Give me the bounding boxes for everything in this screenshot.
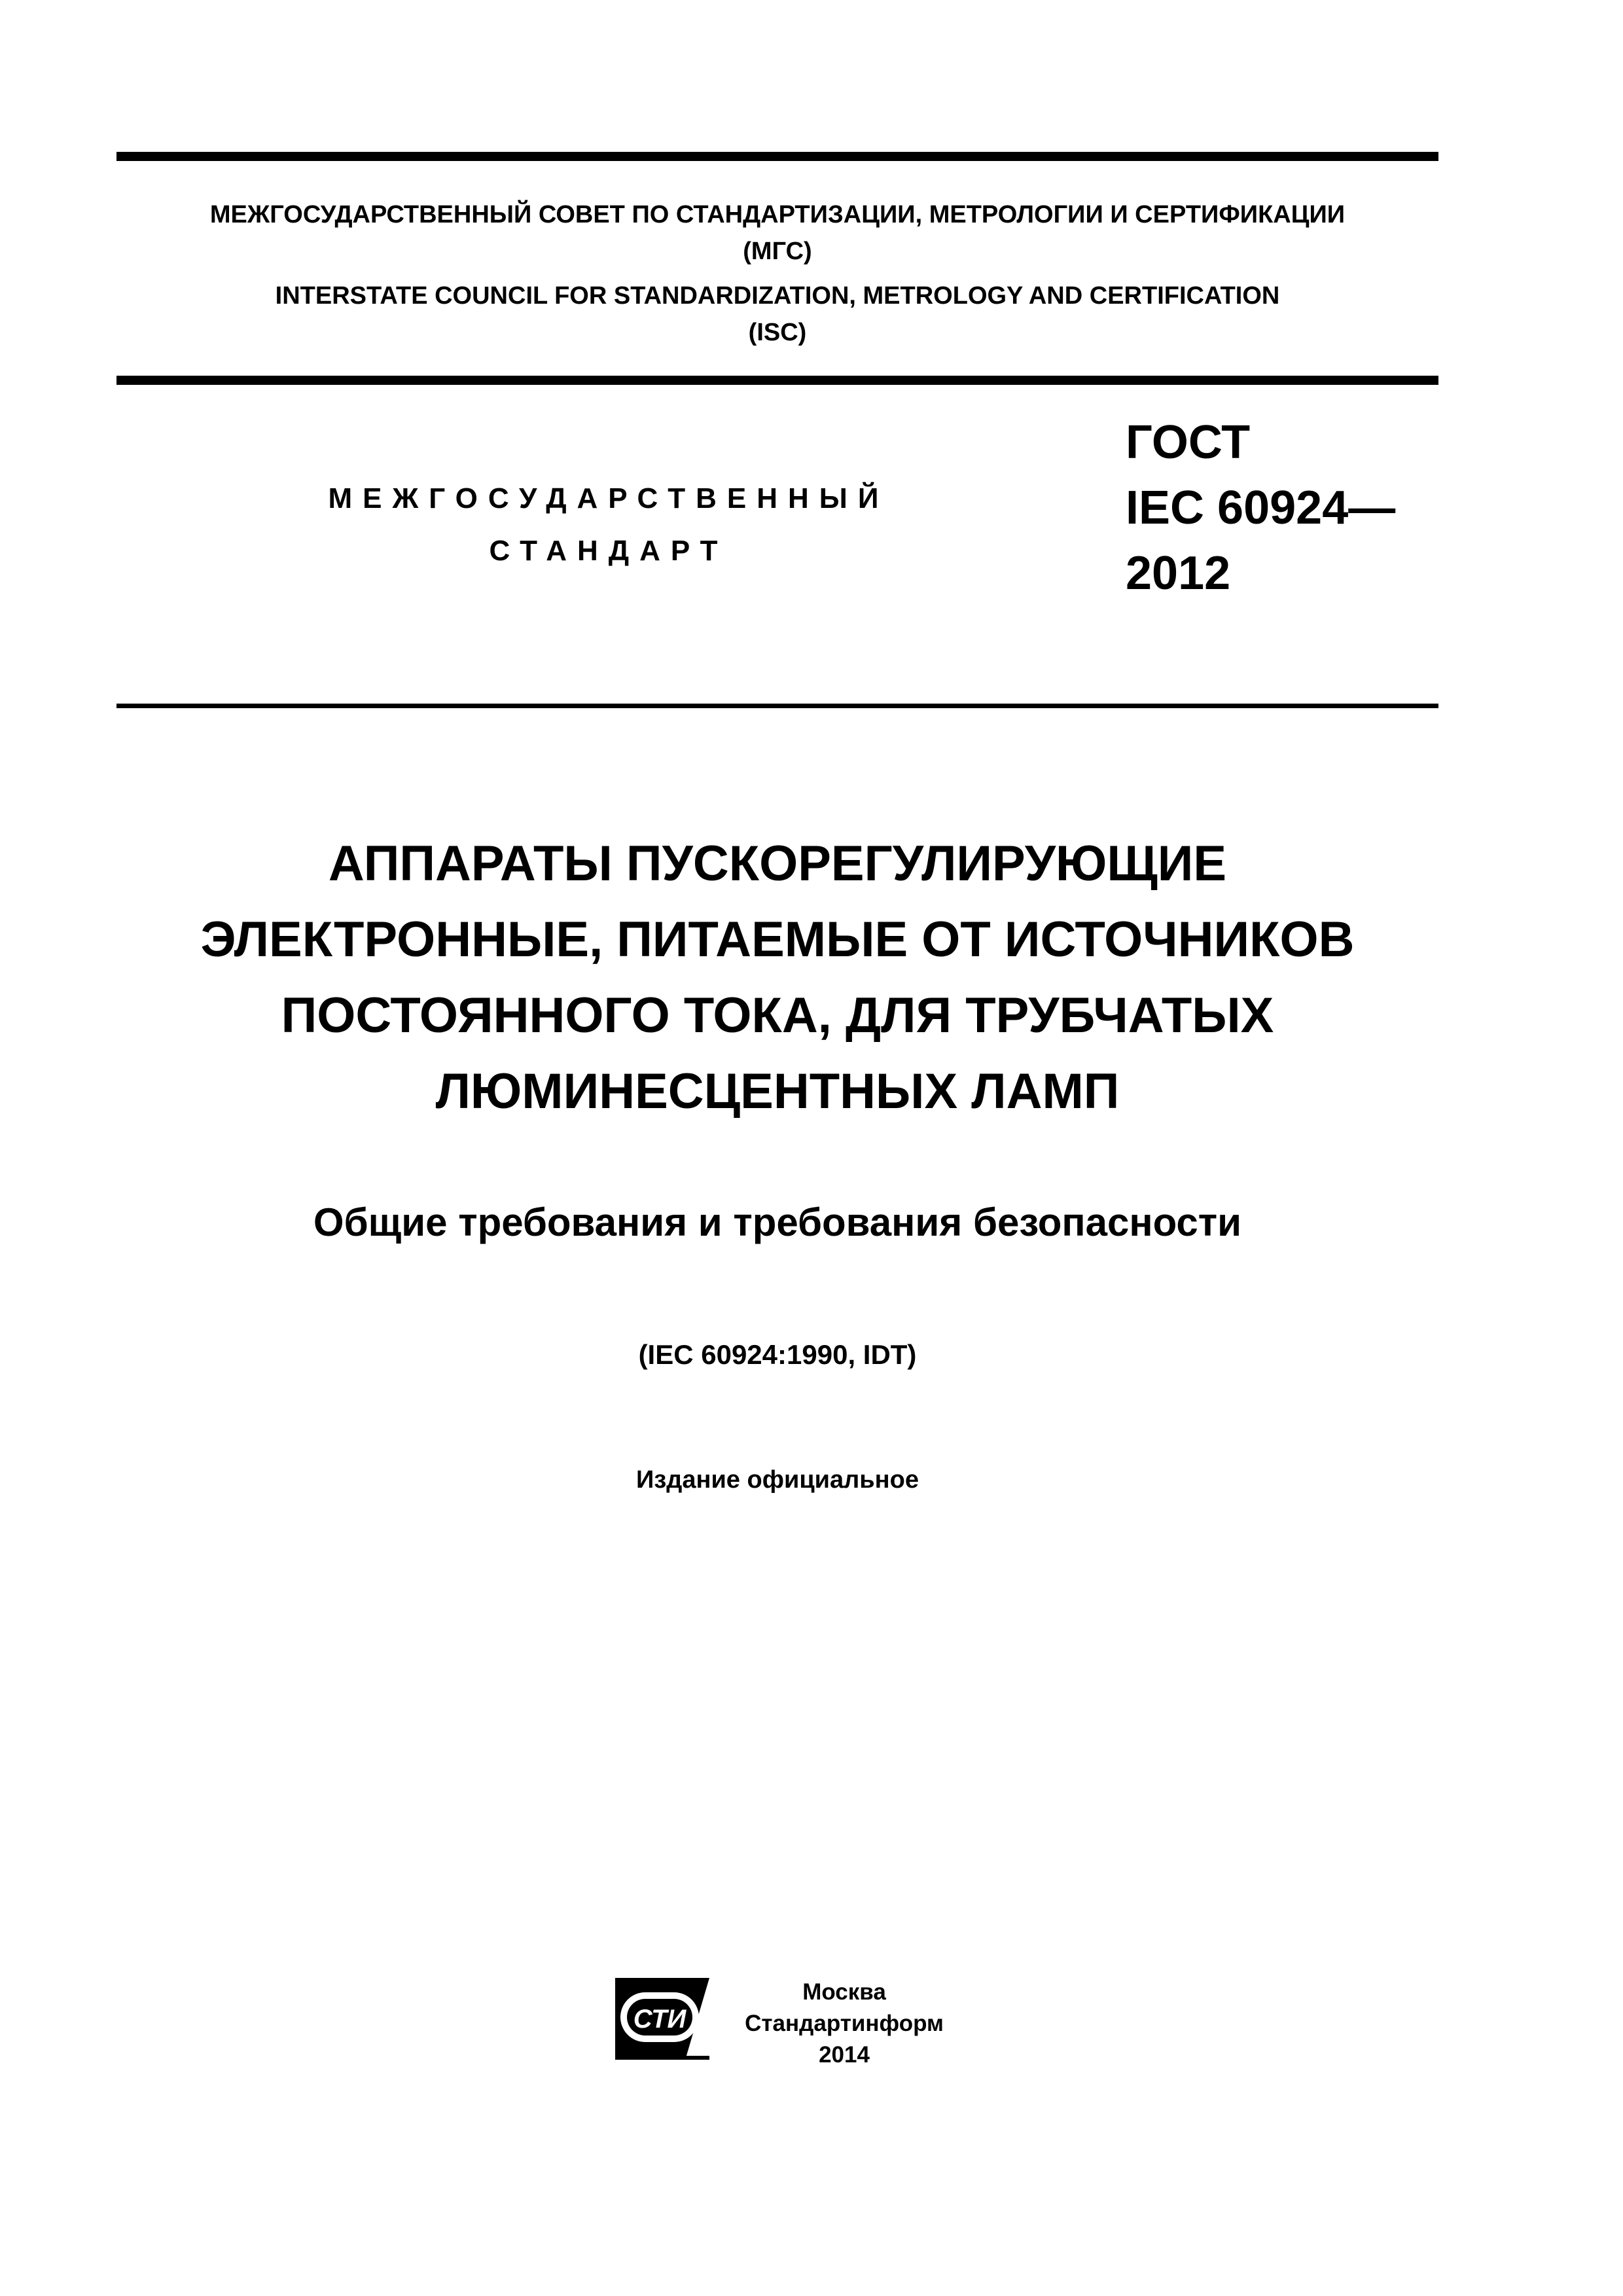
council-rule xyxy=(116,376,1438,385)
title-line: ЛЮМИНЕСЦЕНТНЫХ ЛАМП xyxy=(435,1064,1120,1119)
council-abbr-ru: (МГС) xyxy=(743,238,812,265)
document-subtitle: Общие требования и требования безопасности xyxy=(313,1200,1242,1244)
council-name-ru: МЕЖГОСУДАРСТВЕННЫЙ СОВЕТ ПО СТАНДАРТИЗАЦИИ, МЕТРОЛОГИИ И СЕРТИФИКАЦИИ xyxy=(209,201,1346,228)
title-line: ПОСТОЯННОГО ТОКА, ДЛЯ ТРУБЧАТЫХ xyxy=(281,988,1274,1043)
standard-label-line2: СТАНДАРТ xyxy=(489,535,728,567)
standard-label xyxy=(281,473,936,577)
edition-label: Издание официальное xyxy=(636,1466,919,1494)
council-header xyxy=(116,196,1438,351)
idt-reference: (IEC 60924:1990, IDT) xyxy=(638,1339,917,1370)
logo-text: СТИ xyxy=(633,2005,687,2034)
standard-code xyxy=(1126,410,1395,606)
title-rule xyxy=(116,704,1438,708)
council-name-en: INTERSTATE COUNCIL FOR STANDARDIZATION, METROLOGY AND CERTIFICATION xyxy=(275,282,1280,310)
top-rule xyxy=(116,152,1438,161)
document-title xyxy=(116,826,1438,1130)
title-line: ЭЛЕКТРОННЫЕ, ПИТАЕМЫЕ ОТ ИСТОЧНИКОВ xyxy=(200,912,1355,967)
standartinform-logo-icon xyxy=(611,1974,716,2066)
title-line: АППАРАТЫ ПУСКОРЕГУЛИРУЮЩИЕ xyxy=(328,836,1227,891)
standard-code-line2: IEC 60924— xyxy=(1126,482,1396,534)
imprint-city: Москва xyxy=(802,1979,886,2005)
imprint-publisher: Стандартинформ xyxy=(745,2011,944,2036)
standard-code-line1: ГОСТ xyxy=(1126,416,1251,469)
publisher-imprint xyxy=(720,1977,969,2071)
standard-label-line1: МЕЖГОСУДАРСТВЕННЫЙ xyxy=(328,482,889,514)
standard-code-line3: 2012 xyxy=(1126,547,1231,600)
imprint-year: 2014 xyxy=(819,2042,870,2068)
council-abbr-en: (ISC) xyxy=(748,319,807,346)
